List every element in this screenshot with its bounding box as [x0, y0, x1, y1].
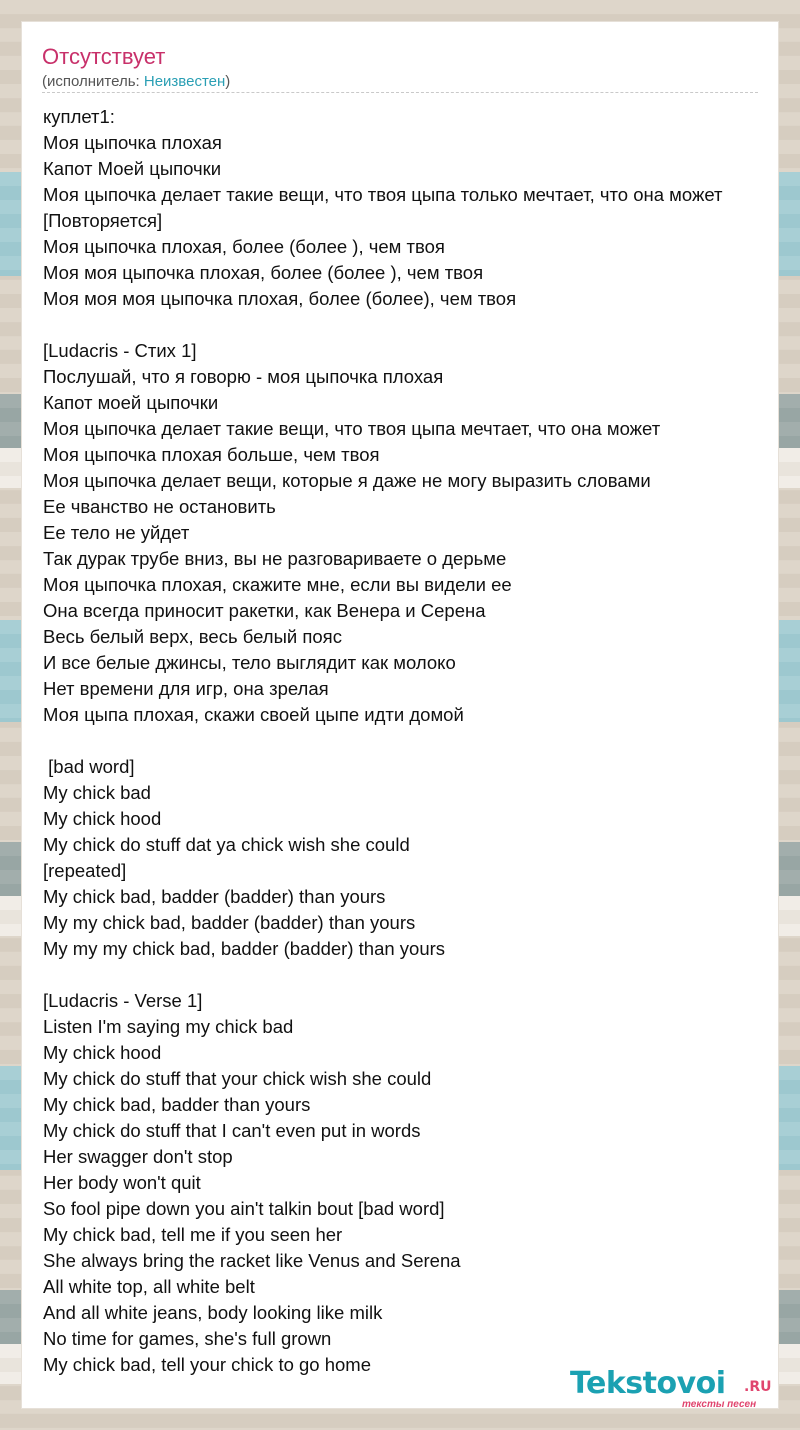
lyric-line: [Ludacris - Стих 1] — [43, 340, 197, 361]
lyric-line: Моя цыпа плохая, скажи своей цыпе идти домой — [43, 704, 464, 725]
lyric-line: Нет времени для игр, она зрелая — [43, 678, 329, 699]
lyric-line: [Повторяется] — [43, 210, 163, 231]
lyric-line: Listen I'm saying my chick bad — [43, 1016, 294, 1037]
lyric-line: Капот моей цыпочки — [43, 392, 219, 413]
lyric-line — [43, 728, 800, 754]
lyric-line: And all white jeans, body looking like milk — [43, 1302, 383, 1323]
lyric-line — [43, 962, 800, 988]
lyric-line: My chick do stuff dat ya chick wish she could — [43, 834, 410, 855]
artist-line — [42, 73, 230, 91]
lyric-line: My chick do stuff that I can't even put in words — [43, 1120, 421, 1141]
lyric-line: My chick bad, tell your chick to go home — [43, 1354, 372, 1375]
logo-tagline: тексты песен — [682, 1399, 757, 1410]
site-logo[interactable] — [570, 1367, 780, 1411]
lyric-line: [bad word] — [43, 756, 135, 777]
lyric-line: [repeated] — [43, 860, 127, 881]
artist-prefix: (исполнитель: — [42, 73, 144, 90]
lyric-line: куплет1: — [43, 106, 115, 127]
logo-tld: .RU — [744, 1379, 772, 1395]
lyric-line: My my my chick bad, badder (badder) than yours — [43, 938, 446, 959]
lyric-line: Her swagger don't stop — [43, 1146, 233, 1167]
lyric-line: Моя цыпочка плохая, скажите мне, если вы видели ее — [43, 574, 512, 595]
lyric-line: Her body won't quit — [43, 1172, 201, 1193]
lyric-line: Моя цыпочка плохая, более (более ), чем твоя — [43, 236, 445, 257]
lyric-line: My my chick bad, badder (badder) than yours — [43, 912, 416, 933]
lyrics-text — [43, 104, 800, 1378]
lyrics-card — [22, 22, 778, 1408]
song-title: Отсутствует — [42, 44, 166, 69]
lyric-line: Моя моя цыпочка плохая, более (более ), чем твоя — [43, 262, 484, 283]
artist-link[interactable]: Неизвестен — [143, 73, 226, 90]
lyric-line: No time for games, she's full grown — [43, 1328, 332, 1349]
lyric-line: My chick hood — [43, 808, 162, 829]
lyric-line: Моя цыпочка плохая — [43, 132, 222, 153]
lyric-line: My chick bad, badder (badder) than yours — [43, 886, 386, 907]
lyric-line: Послушай, что я говорю - моя цыпочка плохая — [43, 366, 444, 387]
lyric-line: Моя цыпочка делает такие вещи, что твоя цыпа только мечтает, что она может — [43, 184, 723, 205]
lyric-line: My chick bad — [43, 782, 151, 803]
lyric-line: Ее чванство не остановить — [43, 496, 276, 517]
lyric-line: My chick hood — [43, 1042, 162, 1063]
lyric-line: Моя цыпочка плохая больше, чем твоя — [43, 444, 380, 465]
lyric-line: My chick bad, badder than yours — [43, 1094, 311, 1115]
lyric-line: И все белые джинсы, тело выглядит как молоко — [43, 652, 456, 673]
lyric-line: Моя моя моя цыпочка плохая, более (более), чем твоя — [43, 288, 517, 309]
lyric-line: My chick bad, tell me if you seen her — [43, 1224, 343, 1245]
lyric-line: Моя цыпочка делает такие вещи, что твоя цыпа мечтает, что она может — [43, 418, 661, 439]
lyric-line: So fool pipe down you ain't talkin bout [bad word] — [43, 1198, 445, 1219]
lyric-line: [Ludacris - Verse 1] — [43, 990, 203, 1011]
lyric-line: Так дурак трубе вниз, вы не разговариваете о дерьме — [43, 548, 507, 569]
logo-wordmark: Tekstovoi — [570, 1366, 726, 1401]
lyric-line: She always bring the racket like Venus and Serena — [43, 1250, 461, 1271]
artist-suffix: ) — [225, 73, 231, 90]
lyric-line: My chick do stuff that your chick wish she could — [43, 1068, 432, 1089]
lyric-line: Моя цыпочка делает вещи, которые я даже не могу выразить словами — [43, 470, 651, 491]
lyric-line: Она всегда приносит ракетки, как Венера и Серена — [43, 600, 486, 621]
lyric-line: Весь белый верх, весь белый пояс — [43, 626, 342, 647]
dashed-divider — [42, 92, 758, 93]
lyric-line: Ее тело не уйдет — [43, 522, 190, 543]
lyric-line: All white top, all white belt — [43, 1276, 255, 1297]
lyric-line — [43, 312, 800, 338]
lyric-line: Капот Моей цыпочки — [43, 158, 222, 179]
